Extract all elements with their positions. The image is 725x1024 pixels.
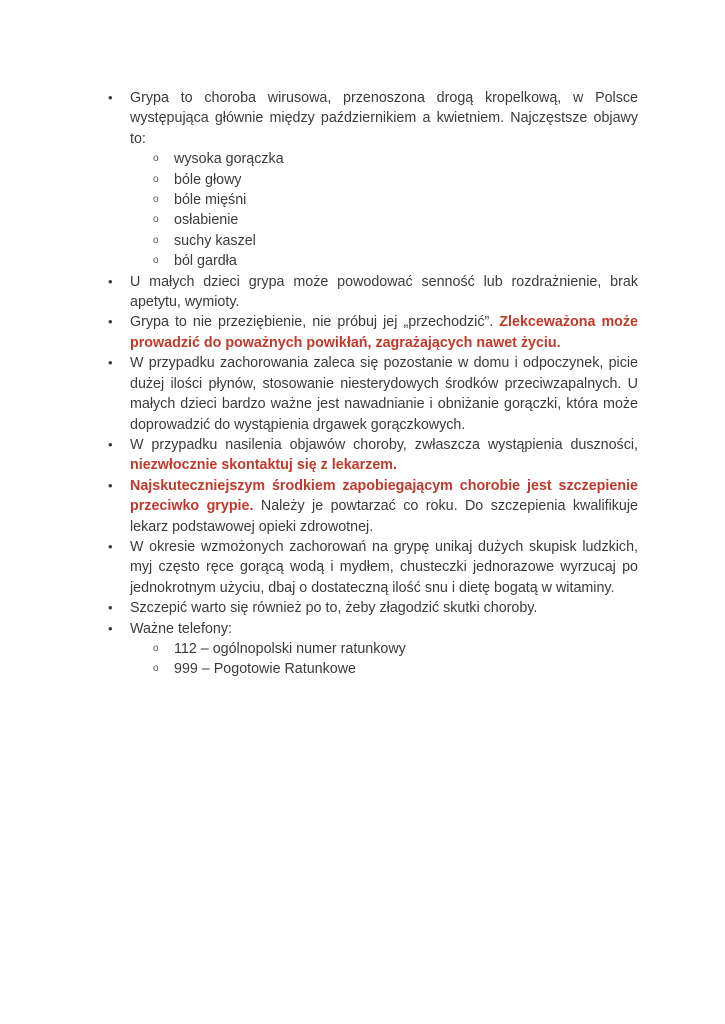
item-text: Należy je powtarzać co roku. Do szczepienia kwalifikuje lekarz podstawowej opieki zdrowotnej. — [130, 498, 638, 535]
item-text: W przypadku nasilenia objawów choroby, zwłaszcza wystąpienia duszności, — [130, 436, 638, 453]
list-item — [130, 537, 638, 598]
item-emphasis: Najskuteczniejszym środkiem zapobiegającym chorobie jest szczepienie przeciwko grypie. — [130, 477, 638, 515]
symptom-item: o bóle głowy — [174, 170, 638, 190]
symptom-item: o bóle mięśni — [174, 190, 638, 210]
list-item — [130, 88, 638, 272]
symptom-item: o osłabienie — [174, 210, 638, 230]
list-item — [130, 619, 638, 680]
list-item — [130, 476, 638, 537]
bullet-list — [130, 88, 638, 680]
symptom-item: o wysoka gorączka — [174, 149, 638, 169]
list-item — [130, 272, 638, 313]
list-item — [130, 312, 638, 353]
phones-list — [130, 639, 638, 680]
symptoms-list — [130, 149, 638, 271]
list-item — [130, 598, 638, 618]
item-text: U małych dzieci grypa może powodować senność lub rozdrażnienie, brak apetytu, wymioty. — [130, 273, 638, 311]
item-text: Grypa to nie przeziębienie, nie próbuj jej „przechodzić”. — [130, 314, 500, 331]
item-emphasis: Zlekceważona może prowadzić do poważnych powikłań, zagrażających nawet życiu. — [130, 314, 639, 351]
item-text: Szczepić warto się również po to, żeby złagodzić skutki choroby. — [130, 600, 538, 617]
symptom-item: o suchy kaszel — [174, 231, 638, 251]
list-item — [130, 353, 638, 435]
symptom-item: o ból gardła — [174, 251, 638, 271]
item-text: Ważne telefony: — [130, 620, 232, 637]
list-item — [130, 435, 638, 476]
item-text: W okresie wzmożonych zachorowań na grypę unikaj dużych skupisk ludzkich, myj często ręce gorącą wodą i mydłem, chusteczki jednorazowe wyrzucaj po jednokrotnym użyciu, dbaj o dostateczną ilość snu i dietę bogatą w witaminy. — [130, 538, 638, 596]
item-text: W przypadku zachorowania zaleca się pozostanie w domu i odpoczynek, picie dużej ilości płynów, stosowanie niesterydowych środków przeciwzapalnych. U małych dzieci bardzo ważne jest nawadnianie i obniżanie gorączki, która może doprowadzić do wystąpienia drgawek gorączkowych. — [130, 355, 638, 433]
item-text: Grypa to choroba wirusowa, przenoszona drogą kropelkową, w Polsce występująca głównie między październikiem a kwietniem. Najczęstsze objawy to: — [130, 90, 638, 147]
item-emphasis: niezwłocznie skontaktuj się z lekarzem. — [130, 457, 397, 474]
phone-item: o 112 – ogólnopolski numer ratunkowy — [174, 639, 638, 659]
phone-item: o 999 – Pogotowie Ratunkowe — [174, 659, 638, 679]
